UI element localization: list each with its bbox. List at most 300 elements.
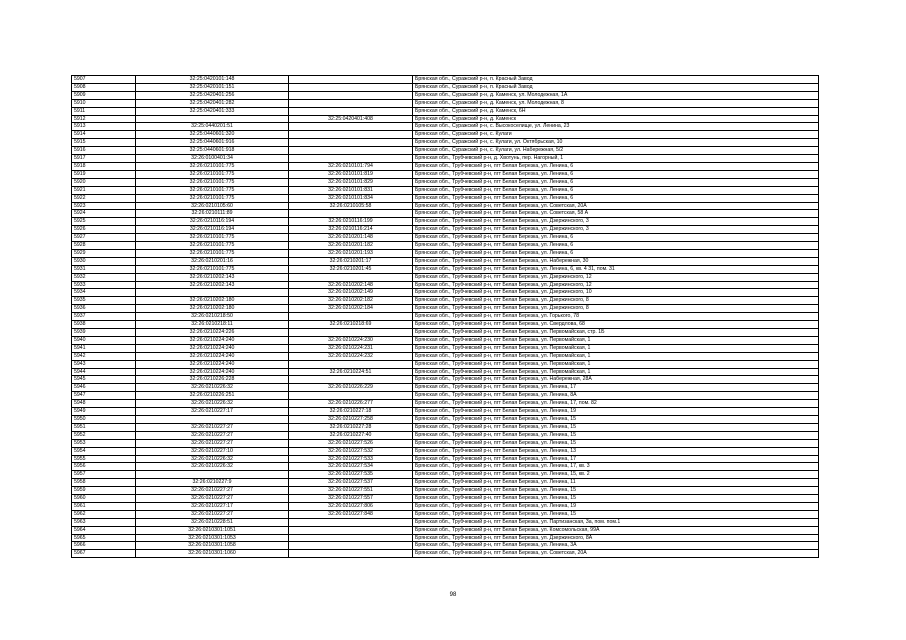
- address-cell: Брянская обл., Трубчевский р-н, пгт Белая Березка, ул. Ленина, 19: [413, 502, 819, 510]
- parent-cadastral-number-cell: 32:26:0210202:184: [289, 305, 413, 313]
- table-row: [72, 115, 819, 123]
- parent-cadastral-number-cell: 32:26:0210224:232: [289, 352, 413, 360]
- row-number-cell: 5928: [72, 242, 136, 250]
- address-cell: Брянская обл., Трубчевский р-н, пгт Белая Березка, ул. Ленина, 15: [413, 510, 819, 518]
- address-cell: Брянская обл., Трубчевский р-н, пгт Белая Березка, ул. Ленина, 15: [413, 487, 819, 495]
- cadastral-number-cell: 32:26:0210224:240: [136, 344, 289, 352]
- table-row: [72, 281, 819, 289]
- row-number-cell: 5954: [72, 447, 136, 455]
- row-number-cell: 5940: [72, 336, 136, 344]
- table-row: [72, 550, 819, 558]
- row-number-cell: 5950: [72, 415, 136, 423]
- row-number-cell: 5915: [72, 139, 136, 147]
- table-row: [72, 344, 819, 352]
- address-cell: Брянская обл., Трубчевский р-н, пгт Белая Березка, ул. Дзержинского, 8: [413, 305, 819, 313]
- row-number-cell: 5934: [72, 289, 136, 297]
- address-cell: Брянская обл., Трубчевский р-н, пгт Белая Березка, ул. Комсомольская, 99А: [413, 526, 819, 534]
- address-cell: Брянская обл., Трубчевский р-н, пгт Белая Березка, ул. Ленина, 6: [413, 162, 819, 170]
- address-cell: Брянская обл., Трубчевский р-н, пгт Белая Березка, ул. Дзержинского, 3: [413, 218, 819, 226]
- row-number-cell: 5961: [72, 502, 136, 510]
- address-cell: Брянская обл., Трубчевский р-н, пгт Белая Березка, ул. Ленина, 15: [413, 439, 819, 447]
- cadastral-number-cell: 32:26:0210101:775: [136, 249, 289, 257]
- address-cell: Брянская обл., Трубчевский р-н, пгт Белая Березка, ул. Дзержинского, 3: [413, 226, 819, 234]
- table-row: [72, 487, 819, 495]
- row-number-cell: 5947: [72, 392, 136, 400]
- row-number-cell: 5944: [72, 368, 136, 376]
- row-number-cell: 5922: [72, 194, 136, 202]
- table-row: [72, 234, 819, 242]
- parent-cadastral-number-cell: [289, 313, 413, 321]
- row-number-cell: 5945: [72, 376, 136, 384]
- table-row: [72, 542, 819, 550]
- parent-cadastral-number-cell: 32:26:0210226:229: [289, 384, 413, 392]
- address-cell: Брянская обл., Трубчевский р-н, пгт Белая Березка, ул. Ленина, 6: [413, 242, 819, 250]
- table-row: [72, 518, 819, 526]
- cadastral-number-cell: 32:26:0210218:11: [136, 321, 289, 329]
- row-number-cell: 5967: [72, 550, 136, 558]
- table-row: [72, 376, 819, 384]
- table-row: [72, 131, 819, 139]
- address-cell: Брянская обл., Трубчевский р-н, пгт Белая Березка, ул. Набережная, 30: [413, 257, 819, 265]
- cadastral-number-cell: 32:25:0420401:333: [136, 107, 289, 115]
- row-number-cell: 5959: [72, 487, 136, 495]
- table-row: [72, 368, 819, 376]
- address-cell: Брянская обл., Трубчевский р-н, пгт Белая Березка, ул. Ленина, 13: [413, 447, 819, 455]
- row-number-cell: 5953: [72, 439, 136, 447]
- table-row: [72, 218, 819, 226]
- cadastral-number-cell: 32:25:0440601:916: [136, 139, 289, 147]
- address-cell: Брянская обл., Трубчевский р-н, пгт Белая Березка, ул. Первомайская, стр. 1Б: [413, 329, 819, 337]
- row-number-cell: 5913: [72, 123, 136, 131]
- row-number-cell: 5910: [72, 99, 136, 107]
- address-cell: Брянская обл., Суражский р-н, д. Каменск: [413, 115, 819, 123]
- table-row: [72, 162, 819, 170]
- table-row: [72, 534, 819, 542]
- cadastral-number-cell: 32:26:0210218:50: [136, 313, 289, 321]
- table-row: [72, 76, 819, 84]
- row-number-cell: 5942: [72, 352, 136, 360]
- table-row: [72, 257, 819, 265]
- cadastral-number-cell: 32:26:0210227:10: [136, 447, 289, 455]
- address-cell: Брянская обл., Суражский р-н, с. Кулаги: [413, 131, 819, 139]
- page-number: 98: [449, 592, 457, 598]
- row-number-cell: 5952: [72, 431, 136, 439]
- address-cell: Брянская обл., Суражский р-н, с. Кулаги, ул. Набережная, 5/2: [413, 147, 819, 155]
- row-number-cell: 5941: [72, 344, 136, 352]
- parent-cadastral-number-cell: 32:26:0210105:58: [289, 202, 413, 210]
- table-row: [72, 455, 819, 463]
- row-number-cell: 5932: [72, 273, 136, 281]
- parent-cadastral-number-cell: 32:26:0210224:231: [289, 344, 413, 352]
- row-number-cell: 5924: [72, 210, 136, 218]
- table-row: [72, 471, 819, 479]
- row-number-cell: 5938: [72, 321, 136, 329]
- table-row: [72, 99, 819, 107]
- table-row: [72, 392, 819, 400]
- cadastral-number-cell: [136, 115, 289, 123]
- parent-cadastral-number-cell: [289, 392, 413, 400]
- parent-cadastral-number-cell: [289, 542, 413, 550]
- address-cell: Брянская обл., Трубчевский р-н, пгт Белая Березка, ул. Ленина, 11: [413, 479, 819, 487]
- row-number-cell: 5930: [72, 257, 136, 265]
- cadastral-number-cell: 32:26:0210202:143: [136, 273, 289, 281]
- address-cell: Брянская обл., Трубчевский р-н, пгт Белая Березка, ул. Ленина, 17, кв. 3: [413, 463, 819, 471]
- address-cell: Брянская обл., Трубчевский р-н, пгт Белая Березка, ул. Ленина, 6: [413, 170, 819, 178]
- table-row: [72, 123, 819, 131]
- parent-cadastral-number-cell: [289, 210, 413, 218]
- table-row: [72, 202, 819, 210]
- cadastral-number-cell: 32:26:0210105:60: [136, 202, 289, 210]
- table-row: [72, 439, 819, 447]
- cadastral-number-cell: 32:26:0210224:240: [136, 360, 289, 368]
- parent-cadastral-number-cell: [289, 273, 413, 281]
- address-cell: Брянская обл., Трубчевский р-н, пгт Белая Березка, ул. Советская, 58 А: [413, 210, 819, 218]
- table-row: [72, 273, 819, 281]
- cadastral-number-cell: 32:25:0440601:320: [136, 131, 289, 139]
- parent-cadastral-number-cell: [289, 550, 413, 558]
- cadastral-number-cell: 32:26:0210227:27: [136, 431, 289, 439]
- parent-cadastral-number-cell: 32:26:0210201:148: [289, 234, 413, 242]
- row-number-cell: 5937: [72, 313, 136, 321]
- address-cell: Брянская обл., Трубчевский р-н, пгт Белая Березка, ул. Ленина, 17, пом. 82: [413, 400, 819, 408]
- row-number-cell: 5916: [72, 147, 136, 155]
- address-cell: Брянская обл., Трубчевский р-н, пгт Белая Березка, ул. Ленина, 3А: [413, 542, 819, 550]
- parent-cadastral-number-cell: 32:26:0210224:230: [289, 336, 413, 344]
- parent-cadastral-number-cell: 32:26:0210227:526: [289, 439, 413, 447]
- cadastral-number-cell: 32:25:0420101:148: [136, 76, 289, 84]
- cadastral-number-cell: 32:26:0210227:17: [136, 502, 289, 510]
- table-row: [72, 305, 819, 313]
- parent-cadastral-number-cell: [289, 99, 413, 107]
- cadastral-number-cell: 32:26:0210101:775: [136, 234, 289, 242]
- cadastral-number-cell: 32:26:0210227:17: [136, 408, 289, 416]
- table-row: [72, 107, 819, 115]
- table-row: [72, 352, 819, 360]
- cadastral-number-cell: 32:26:0210202:180: [136, 305, 289, 313]
- address-cell: Брянская обл., Трубчевский р-н, пгт Белая Березка, ул. Первомайская, 1: [413, 360, 819, 368]
- cadastral-number-cell: 32:26:0210101:775: [136, 194, 289, 202]
- parent-cadastral-number-cell: [289, 518, 413, 526]
- row-number-cell: 5957: [72, 471, 136, 479]
- cadastral-number-cell: 32:26:0210101:775: [136, 242, 289, 250]
- table-row: [72, 178, 819, 186]
- cadastral-number-cell: [136, 289, 289, 297]
- cadastral-number-cell: 32:26:0210226:32: [136, 400, 289, 408]
- table-row: [72, 186, 819, 194]
- row-number-cell: 5955: [72, 455, 136, 463]
- cadastral-number-cell: 32:26:0210227:27: [136, 510, 289, 518]
- cadastral-number-cell: 32:26:0210227:27: [136, 487, 289, 495]
- address-cell: Брянская обл., Трубчевский р-н, пгт Белая Березка, ул. Ленина, 15: [413, 423, 819, 431]
- parent-cadastral-number-cell: [289, 83, 413, 91]
- parent-cadastral-number-cell: 32:26:0210227:537: [289, 479, 413, 487]
- address-cell: Брянская обл., Трубчевский р-н, пгт Белая Березка, ул. Ленина, 6: [413, 249, 819, 257]
- cadastral-number-cell: 32:26:0210202:143: [136, 281, 289, 289]
- table-row: [72, 329, 819, 337]
- table-row: [72, 447, 819, 455]
- parent-cadastral-number-cell: [289, 360, 413, 368]
- table-row: [72, 170, 819, 178]
- row-number-cell: 5923: [72, 202, 136, 210]
- cadastral-number-cell: [136, 415, 289, 423]
- parent-cadastral-number-cell: [289, 91, 413, 99]
- row-number-cell: 5911: [72, 107, 136, 115]
- parent-cadastral-number-cell: 32:26:0210201:45: [289, 265, 413, 273]
- table-row: [72, 495, 819, 503]
- address-cell: Брянская обл., Трубчевский р-н, пгт Белая Березка, ул. Ленина, 15: [413, 495, 819, 503]
- parent-cadastral-number-cell: [289, 376, 413, 384]
- cadastral-number-cell: 32:26:0210224:240: [136, 368, 289, 376]
- address-cell: Брянская обл., Трубчевский р-н, пгт Белая Березка, ул. Дзержинского, 8: [413, 297, 819, 305]
- cadastral-number-cell: 32:26:0210226:32: [136, 463, 289, 471]
- table-row: [72, 526, 819, 534]
- cadastral-number-cell: 32:26:0210101:775: [136, 170, 289, 178]
- parent-cadastral-number-cell: 32:26:0210227:533: [289, 455, 413, 463]
- parent-cadastral-number-cell: 32:26:0210226:277: [289, 400, 413, 408]
- row-number-cell: 5935: [72, 297, 136, 305]
- address-cell: Брянская обл., Трубчевский р-н, пгт Белая Березка, ул. Ленина, 19: [413, 408, 819, 416]
- cadastral-number-cell: 32:26:0210116:194: [136, 226, 289, 234]
- parent-cadastral-number-cell: 32:25:0420401:408: [289, 115, 413, 123]
- table-row: [72, 91, 819, 99]
- table-row: [72, 423, 819, 431]
- table-row: [72, 479, 819, 487]
- row-number-cell: 5926: [72, 226, 136, 234]
- parent-cadastral-number-cell: 32:26:0210101:831: [289, 186, 413, 194]
- address-cell: Брянская обл., Трубчевский р-н, пгт Белая Березка, ул. Дзержинского, 12: [413, 281, 819, 289]
- address-cell: Брянская обл., Суражский р-н, п. Красный Завод: [413, 76, 819, 84]
- parent-cadastral-number-cell: 32:26:0210227:258: [289, 415, 413, 423]
- cadastral-number-cell: 32:26:0210224:226: [136, 329, 289, 337]
- cadastral-number-cell: 32:26:0210228:51: [136, 518, 289, 526]
- row-number-cell: 5927: [72, 234, 136, 242]
- address-cell: Брянская обл., Суражский р-н, д. Каменск, ул. Молодежная, 8: [413, 99, 819, 107]
- row-number-cell: 5936: [72, 305, 136, 313]
- address-cell: Брянская обл., Трубчевский р-н, пгт Белая Березка, ул. Набережная, 28А: [413, 376, 819, 384]
- parent-cadastral-number-cell: 32:26:0210116:214: [289, 226, 413, 234]
- address-cell: Брянская обл., Трубчевский р-н, пгт Белая Березка, ул. Советская, 20А: [413, 202, 819, 210]
- cadastral-number-cell: 32:25:0440601:918: [136, 147, 289, 155]
- cadastral-number-cell: 32:26:0210226:251: [136, 392, 289, 400]
- cadastral-number-cell: 32:26:0210101:775: [136, 265, 289, 273]
- address-cell: Брянская обл., Трубчевский р-н, пгт Белая Березка, ул. Первомайская, 1: [413, 336, 819, 344]
- table-row: [72, 155, 819, 163]
- table-row: [72, 415, 819, 423]
- parent-cadastral-number-cell: 32:26:0210227:28: [289, 423, 413, 431]
- cadastral-number-cell: 32:26:0210116:194: [136, 218, 289, 226]
- parent-cadastral-number-cell: [289, 147, 413, 155]
- table-row: [72, 336, 819, 344]
- cadastral-number-cell: 32:26:0100401:34: [136, 155, 289, 163]
- cadastral-number-cell: 32:25:0440201:51: [136, 123, 289, 131]
- address-cell: Брянская обл., Трубчевский р-н, пгт Белая Березка, ул. Советская, 20А: [413, 550, 819, 558]
- address-cell: Брянская обл., Трубчевский р-н, пгт Белая Березка, ул. Ленина, 8А: [413, 392, 819, 400]
- address-cell: Брянская обл., Трубчевский р-н, пгт Белая Березка, ул. Ленина, 6: [413, 178, 819, 186]
- parent-cadastral-number-cell: [289, 155, 413, 163]
- parent-cadastral-number-cell: [289, 123, 413, 131]
- table-row: [72, 210, 819, 218]
- row-number-cell: 5907: [72, 76, 136, 84]
- parent-cadastral-number-cell: 32:26:0210116:199: [289, 218, 413, 226]
- row-number-cell: 5951: [72, 423, 136, 431]
- table-row: [72, 297, 819, 305]
- table-row: [72, 147, 819, 155]
- cadastral-number-cell: 32:25:0420401:282: [136, 99, 289, 107]
- parent-cadastral-number-cell: 32:26:0210227:806: [289, 502, 413, 510]
- parent-cadastral-number-cell: 32:26:0210101:819: [289, 170, 413, 178]
- address-cell: Брянская обл., Трубчевский р-н, пгт Белая Березка, ул. Горького, 78: [413, 313, 819, 321]
- address-cell: Брянская обл., Трубчевский р-н, пгт Белая Березка, ул. Ленина, 15: [413, 415, 819, 423]
- cadastral-number-cell: 32:26:0210227:27: [136, 495, 289, 503]
- cadastral-number-cell: [136, 471, 289, 479]
- address-cell: Брянская обл., Трубчевский р-н, пгт Белая Березка, ул. Ленина, 17: [413, 384, 819, 392]
- parent-cadastral-number-cell: 32:26:0210227:535: [289, 471, 413, 479]
- parent-cadastral-number-cell: 32:26:0210201:17: [289, 257, 413, 265]
- table-row: [72, 463, 819, 471]
- cadastral-number-cell: 32:26:0210111:89: [136, 210, 289, 218]
- row-number-cell: 5925: [72, 218, 136, 226]
- row-number-cell: 5943: [72, 360, 136, 368]
- parent-cadastral-number-cell: 32:26:0210227:532: [289, 447, 413, 455]
- row-number-cell: 5909: [72, 91, 136, 99]
- row-number-cell: 5960: [72, 495, 136, 503]
- table-row: [72, 321, 819, 329]
- cadastral-number-cell: 32:26:0210301:1058: [136, 542, 289, 550]
- table-row: [72, 242, 819, 250]
- cadastral-number-cell: 32:26:0210227:9: [136, 479, 289, 487]
- address-cell: Брянская обл., Трубчевский р-н, пгт Белая Березка, ул. Ленина, 6, кв. 4 31, пом. 31: [413, 265, 819, 273]
- address-cell: Брянская обл., Трубчевский р-н, пгт Белая Березка, ул. Ленина, 6: [413, 194, 819, 202]
- parent-cadastral-number-cell: 32:26:0210218:69: [289, 321, 413, 329]
- address-cell: Брянская обл., Трубчевский р-н, пгт Белая Березка, ул. Ленина, 17: [413, 455, 819, 463]
- row-number-cell: 5962: [72, 510, 136, 518]
- row-number-cell: 5929: [72, 249, 136, 257]
- table-row: [72, 289, 819, 297]
- cadastral-number-cell: 32:26:0210101:775: [136, 178, 289, 186]
- row-number-cell: 5933: [72, 281, 136, 289]
- row-number-cell: 5921: [72, 186, 136, 194]
- cadastral-number-cell: 32:25:0420101:151: [136, 83, 289, 91]
- parent-cadastral-number-cell: [289, 139, 413, 147]
- parent-cadastral-number-cell: 32:26:0210202:148: [289, 281, 413, 289]
- parent-cadastral-number-cell: [289, 76, 413, 84]
- address-cell: Брянская обл., Суражский р-н, д. Каменск, 6Н: [413, 107, 819, 115]
- row-number-cell: 5958: [72, 479, 136, 487]
- cadastral-number-cell: 32:26:0210224:240: [136, 336, 289, 344]
- table-row: [72, 83, 819, 91]
- cadastral-number-cell: 32:26:0210226:228: [136, 376, 289, 384]
- table-row: [72, 431, 819, 439]
- cadastral-number-cell: 32:26:0210202:180: [136, 297, 289, 305]
- cadastral-number-cell: 32:26:0210226:32: [136, 455, 289, 463]
- row-number-cell: 5939: [72, 329, 136, 337]
- table-row: [72, 249, 819, 257]
- row-number-cell: 5920: [72, 178, 136, 186]
- cadastral-number-cell: 32:26:0210301:1060: [136, 550, 289, 558]
- row-number-cell: 5948: [72, 400, 136, 408]
- table-row: [72, 265, 819, 273]
- address-cell: Брянская обл., Трубчевский р-н, д. Хвотунь, пер. Нагорный, 1: [413, 155, 819, 163]
- table-row: [72, 360, 819, 368]
- parent-cadastral-number-cell: 32:26:0210101:794: [289, 162, 413, 170]
- cadastral-number-cell: 32:26:0210201:16: [136, 257, 289, 265]
- parent-cadastral-number-cell: 32:26:0210202:182: [289, 297, 413, 305]
- cadastral-number-cell: 32:26:0210101:775: [136, 162, 289, 170]
- parent-cadastral-number-cell: 32:26:0210201:193: [289, 249, 413, 257]
- cadastral-number-cell: 32:26:0210226:32: [136, 384, 289, 392]
- cadastral-number-cell: 32:26:0210301:1051: [136, 526, 289, 534]
- cadastral-number-cell: 32:26:0210227:27: [136, 439, 289, 447]
- table-row: [72, 502, 819, 510]
- parent-cadastral-number-cell: [289, 329, 413, 337]
- parent-cadastral-number-cell: 32:26:0210101:834: [289, 194, 413, 202]
- row-number-cell: 5918: [72, 162, 136, 170]
- row-number-cell: 5917: [72, 155, 136, 163]
- row-number-cell: 5964: [72, 526, 136, 534]
- address-cell: Брянская обл., Суражский р-н, с. Кулаги, ул. Октябрьская, 10: [413, 139, 819, 147]
- table-row: [72, 139, 819, 147]
- row-number-cell: 5963: [72, 518, 136, 526]
- table-row: [72, 313, 819, 321]
- parent-cadastral-number-cell: [289, 131, 413, 139]
- table-row: [72, 226, 819, 234]
- cadastral-number-cell: 32:26:0210224:240: [136, 352, 289, 360]
- row-number-cell: 5949: [72, 408, 136, 416]
- cadastral-number-cell: 32:26:0210101:775: [136, 186, 289, 194]
- row-number-cell: 5965: [72, 534, 136, 542]
- table-row: [72, 408, 819, 416]
- registry-table: [71, 75, 819, 558]
- address-cell: Брянская обл., Трубчевский р-н, пгт Белая Березка, ул. Партизанская, 3а, пом. пом.1: [413, 518, 819, 526]
- cadastral-number-cell: 32:25:0420401:256: [136, 91, 289, 99]
- row-number-cell: 5912: [72, 115, 136, 123]
- parent-cadastral-number-cell: 32:26:0210227:557: [289, 495, 413, 503]
- address-cell: Брянская обл., Трубчевский р-н, пгт Белая Березка, ул. Ленина, 15: [413, 431, 819, 439]
- address-cell: Брянская обл., Трубчевский р-н, пгт Белая Березка, ул. Свердлова, 68: [413, 321, 819, 329]
- row-number-cell: 5956: [72, 463, 136, 471]
- row-number-cell: 5966: [72, 542, 136, 550]
- row-number-cell: 5914: [72, 131, 136, 139]
- row-number-cell: 5919: [72, 170, 136, 178]
- address-cell: Брянская обл., Трубчевский р-н, пгт Белая Березка, ул. Ленина, 6: [413, 234, 819, 242]
- row-number-cell: 5931: [72, 265, 136, 273]
- table-row: [72, 400, 819, 408]
- cadastral-number-cell: 32:26:0210301:1053: [136, 534, 289, 542]
- address-cell: Брянская обл., Трубчевский р-н, пгт Белая Березка, ул. Дзержинского, 8А: [413, 534, 819, 542]
- address-cell: Брянская обл., Трубчевский р-н, пгт Белая Березка, ул. Дзержинского, 12: [413, 273, 819, 281]
- table-row: [72, 384, 819, 392]
- parent-cadastral-number-cell: 32:26:0210227:848: [289, 510, 413, 518]
- address-cell: Брянская обл., Трубчевский р-н, пгт Белая Березка, ул. Первомайская, 1: [413, 352, 819, 360]
- address-cell: Брянская обл., Трубчевский р-н, пгт Белая Березка, ул. Ленина, 15, кв. 2: [413, 471, 819, 479]
- registry-table-body: [72, 76, 819, 558]
- address-cell: Брянская обл., Трубчевский р-н, пгт Белая Березка, ул. Ленина, 6: [413, 186, 819, 194]
- parent-cadastral-number-cell: [289, 534, 413, 542]
- parent-cadastral-number-cell: [289, 526, 413, 534]
- parent-cadastral-number-cell: 32:26:0210227:40: [289, 431, 413, 439]
- parent-cadastral-number-cell: 32:26:0210224:51: [289, 368, 413, 376]
- parent-cadastral-number-cell: 32:26:0210227:18: [289, 408, 413, 416]
- address-cell: Брянская обл., Суражский р-н, с. Высокоселище, ул. Ленина, 23: [413, 123, 819, 131]
- address-cell: Брянская обл., Трубчевский р-н, пгт Белая Березка, ул. Первомайская, 1: [413, 368, 819, 376]
- address-cell: Брянская обл., Трубчевский р-н, пгт Белая Березка, ул. Дзержинского, 10: [413, 289, 819, 297]
- address-cell: Брянская обл., Трубчевский р-н, пгт Белая Березка, ул. Первомайская, 1: [413, 344, 819, 352]
- parent-cadastral-number-cell: 32:26:0210202:149: [289, 289, 413, 297]
- table-row: [72, 510, 819, 518]
- table-row: [72, 194, 819, 202]
- cadastral-number-cell: 32:26:0210227:27: [136, 423, 289, 431]
- parent-cadastral-number-cell: 32:26:0210101:829: [289, 178, 413, 186]
